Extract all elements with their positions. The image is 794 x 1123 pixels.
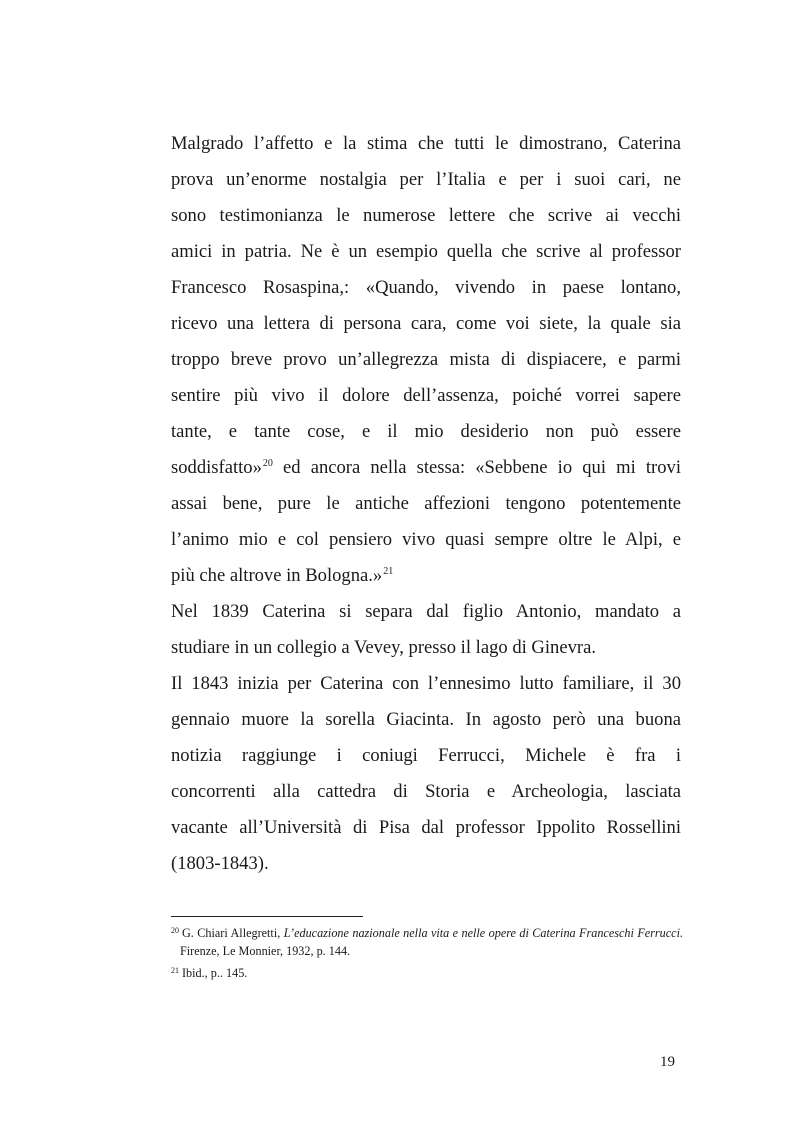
text-line: assai bene, pure le antiche affezioni tengono potentemente: [171, 493, 681, 514]
text-line: sentire più vivo il dolore dell’assenza, poiché vorrei sapere: [171, 385, 681, 406]
text-line: Nel 1839 Caterina si separa dal figlio Antonio, mandato a: [171, 601, 681, 622]
footnote-line: [171, 965, 683, 983]
footnote-title: L’educazione nazionale nella vita e nelle opere di Caterina Franceschi Ferrucci.: [283, 926, 684, 940]
text-line-with-footnote-ref: [171, 558, 681, 594]
footnote-number: 20: [171, 926, 179, 935]
text-line: tante, e tante cose, e il mio desiderio non può essere: [171, 421, 681, 442]
text-line: Francesco Rosaspina,: «Quando, vivendo in paese lontano,: [171, 277, 681, 298]
text-line-with-footnote-ref: [171, 450, 681, 486]
text-line: ricevo una lettera di persona cara, come voi siete, la quale sia: [171, 313, 681, 334]
text-segment: ed ancora nella stessa: «Sebbene io qui mi trovi: [272, 457, 681, 478]
footnote-ref-20: 20: [262, 458, 273, 469]
text-line: Il 1843 inizia per Caterina con l’ennesimo lutto familiare, il 30: [171, 673, 681, 694]
footnote-separator: [171, 916, 363, 917]
page-number: 19: [660, 1054, 675, 1070]
text-line: (1803-1843).: [171, 853, 269, 874]
footnote-ref-21: 21: [383, 566, 394, 577]
text-line: vacante all’Università di Pisa dal professor Ippolito Rossellini: [171, 817, 681, 838]
footnote-text: Ibid., p.. 145.: [182, 966, 248, 980]
text-line: prova un’enorme nostalgia per l’Italia e per i suoi cari, ne: [171, 169, 681, 190]
footnote-author: G. Chiari Allegretti,: [182, 926, 284, 940]
text-line: gennaio muore la sorella Giacinta. In agosto però una buona: [171, 709, 681, 730]
body-text: [171, 126, 681, 882]
text-line: studiare in un collegio a Vevey, presso il lago di Ginevra.: [171, 637, 596, 658]
text-line: l’animo mio e col pensiero vivo quasi sempre oltre le Alpi, e: [171, 529, 681, 550]
text-line: notizia raggiunge i coniugi Ferrucci, Michele è fra i: [171, 745, 681, 766]
footnote-number: 21: [171, 966, 179, 975]
text-line: concorrenti alla cattedra di Storia e Archeologia, lasciata: [171, 781, 681, 802]
text-segment: soddisfatto»: [171, 457, 262, 478]
text-line: Malgrado l’affetto e la stima che tutti le dimostrano, Caterina: [171, 133, 681, 154]
text-segment: più che altrove in Bologna.»: [171, 565, 383, 586]
text-line: amici in patria. Ne è un esempio quella che scrive al professor: [171, 241, 681, 262]
text-line: sono testimonianza le numerose lettere che scrive ai vecchi: [171, 205, 681, 226]
text-line: troppo breve provo un’allegrezza mista di dispiacere, e parmi: [171, 349, 681, 370]
footnote-20: [171, 925, 683, 959]
footnote-21: [171, 965, 683, 983]
footnote-line: [171, 925, 683, 943]
footnote-line: Firenze, Le Monnier, 1932, p. 144.: [180, 944, 351, 958]
